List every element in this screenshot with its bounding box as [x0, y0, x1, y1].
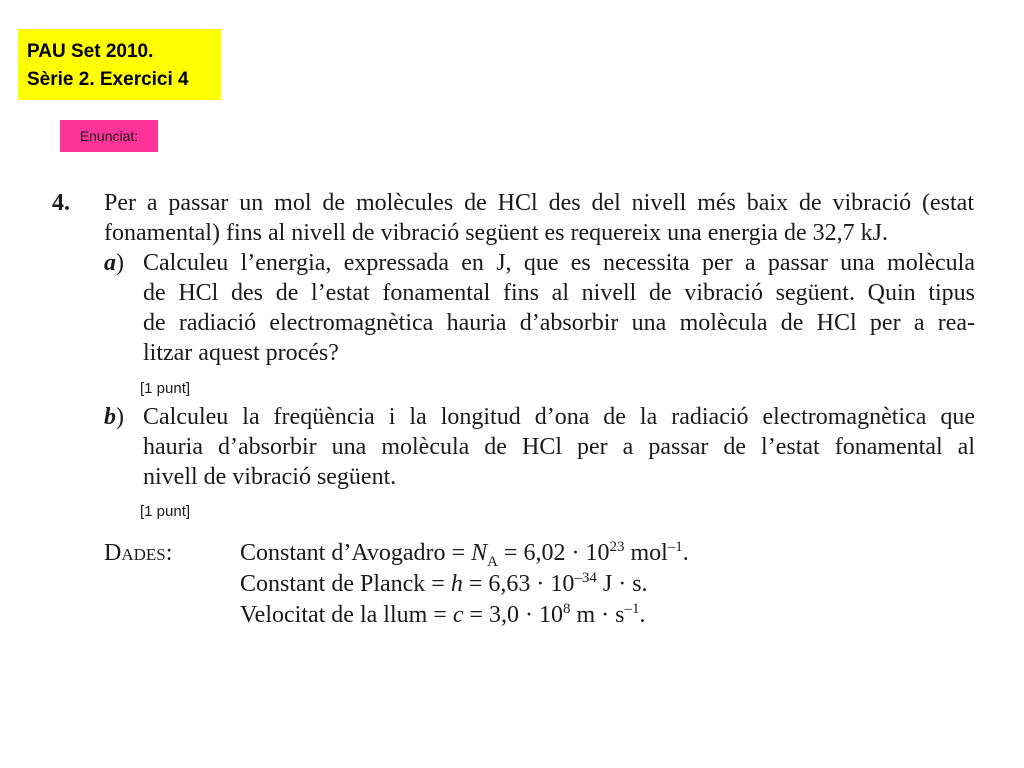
part-a-letter: a — [104, 250, 116, 276]
part-a-text — [143, 248, 975, 368]
exam-title-box — [18, 29, 221, 100]
part-a-paren: ) — [116, 250, 124, 276]
exercise-number: 4. — [52, 190, 70, 216]
part-b-label — [104, 402, 124, 432]
part-b-line: hauria d’absorbir una molècula de HCl per a passar de l’estat fonamental al — [143, 434, 975, 460]
part-a-line: litzar aquest procés? — [143, 340, 339, 366]
part-b-line: nivell de vibració següent. — [143, 464, 397, 490]
light-speed-constant: Velocitat de la llum = $c = 3,0 \cdot 10^8$ $m \cdot s^{-1}$. — [240, 601, 646, 628]
part-b-points: [1 punt] — [140, 503, 191, 520]
part-a-line: Calculeu l’energia, expressada en J, que es necessita per a passar una molècula — [143, 250, 975, 276]
exam-title-line1: PAU Set 2010. — [27, 41, 154, 62]
statement-badge: Enunciat: — [60, 120, 158, 152]
statement-line: Per a passar un mol de molècules de HCl des del nivell més baix de vibració (estat — [104, 190, 974, 216]
part-b-letter: b — [104, 404, 116, 430]
part-a-line: de radiació electromagnètica hauria d’absorbir una molècula de HCl per a rea- — [143, 310, 975, 336]
exercise-statement — [104, 188, 974, 248]
exam-title-line2: Sèrie 2. Exercici 4 — [27, 69, 189, 90]
part-a-line: de HCl des de l’estat fonamental fins al nivell de vibració següent. Quin tipus — [143, 280, 975, 306]
part-b-text — [143, 402, 975, 492]
data-constants — [240, 538, 689, 631]
part-a-points: [1 punt] — [140, 380, 191, 397]
planck-constant: Constant de Planck = $h = 6,63 \cdot 10^{-34}$ J · s. — [240, 570, 648, 597]
statement-line: fonamental) fins al nivell de vibració següent es requereix una energia de 32,7 kJ. — [104, 220, 888, 246]
part-b-line: Calculeu la freqüència i la longitud d’ona de la radiació electromagnètica que — [143, 404, 975, 430]
data-label: Dades: — [104, 540, 173, 566]
avogadro-constant: Constant d’Avogadro = $N_A = 6,02 \cdot 10^{23}$ mol$^{-1}$. — [240, 539, 689, 570]
part-a-label — [104, 248, 124, 278]
part-b-paren: ) — [116, 404, 124, 430]
